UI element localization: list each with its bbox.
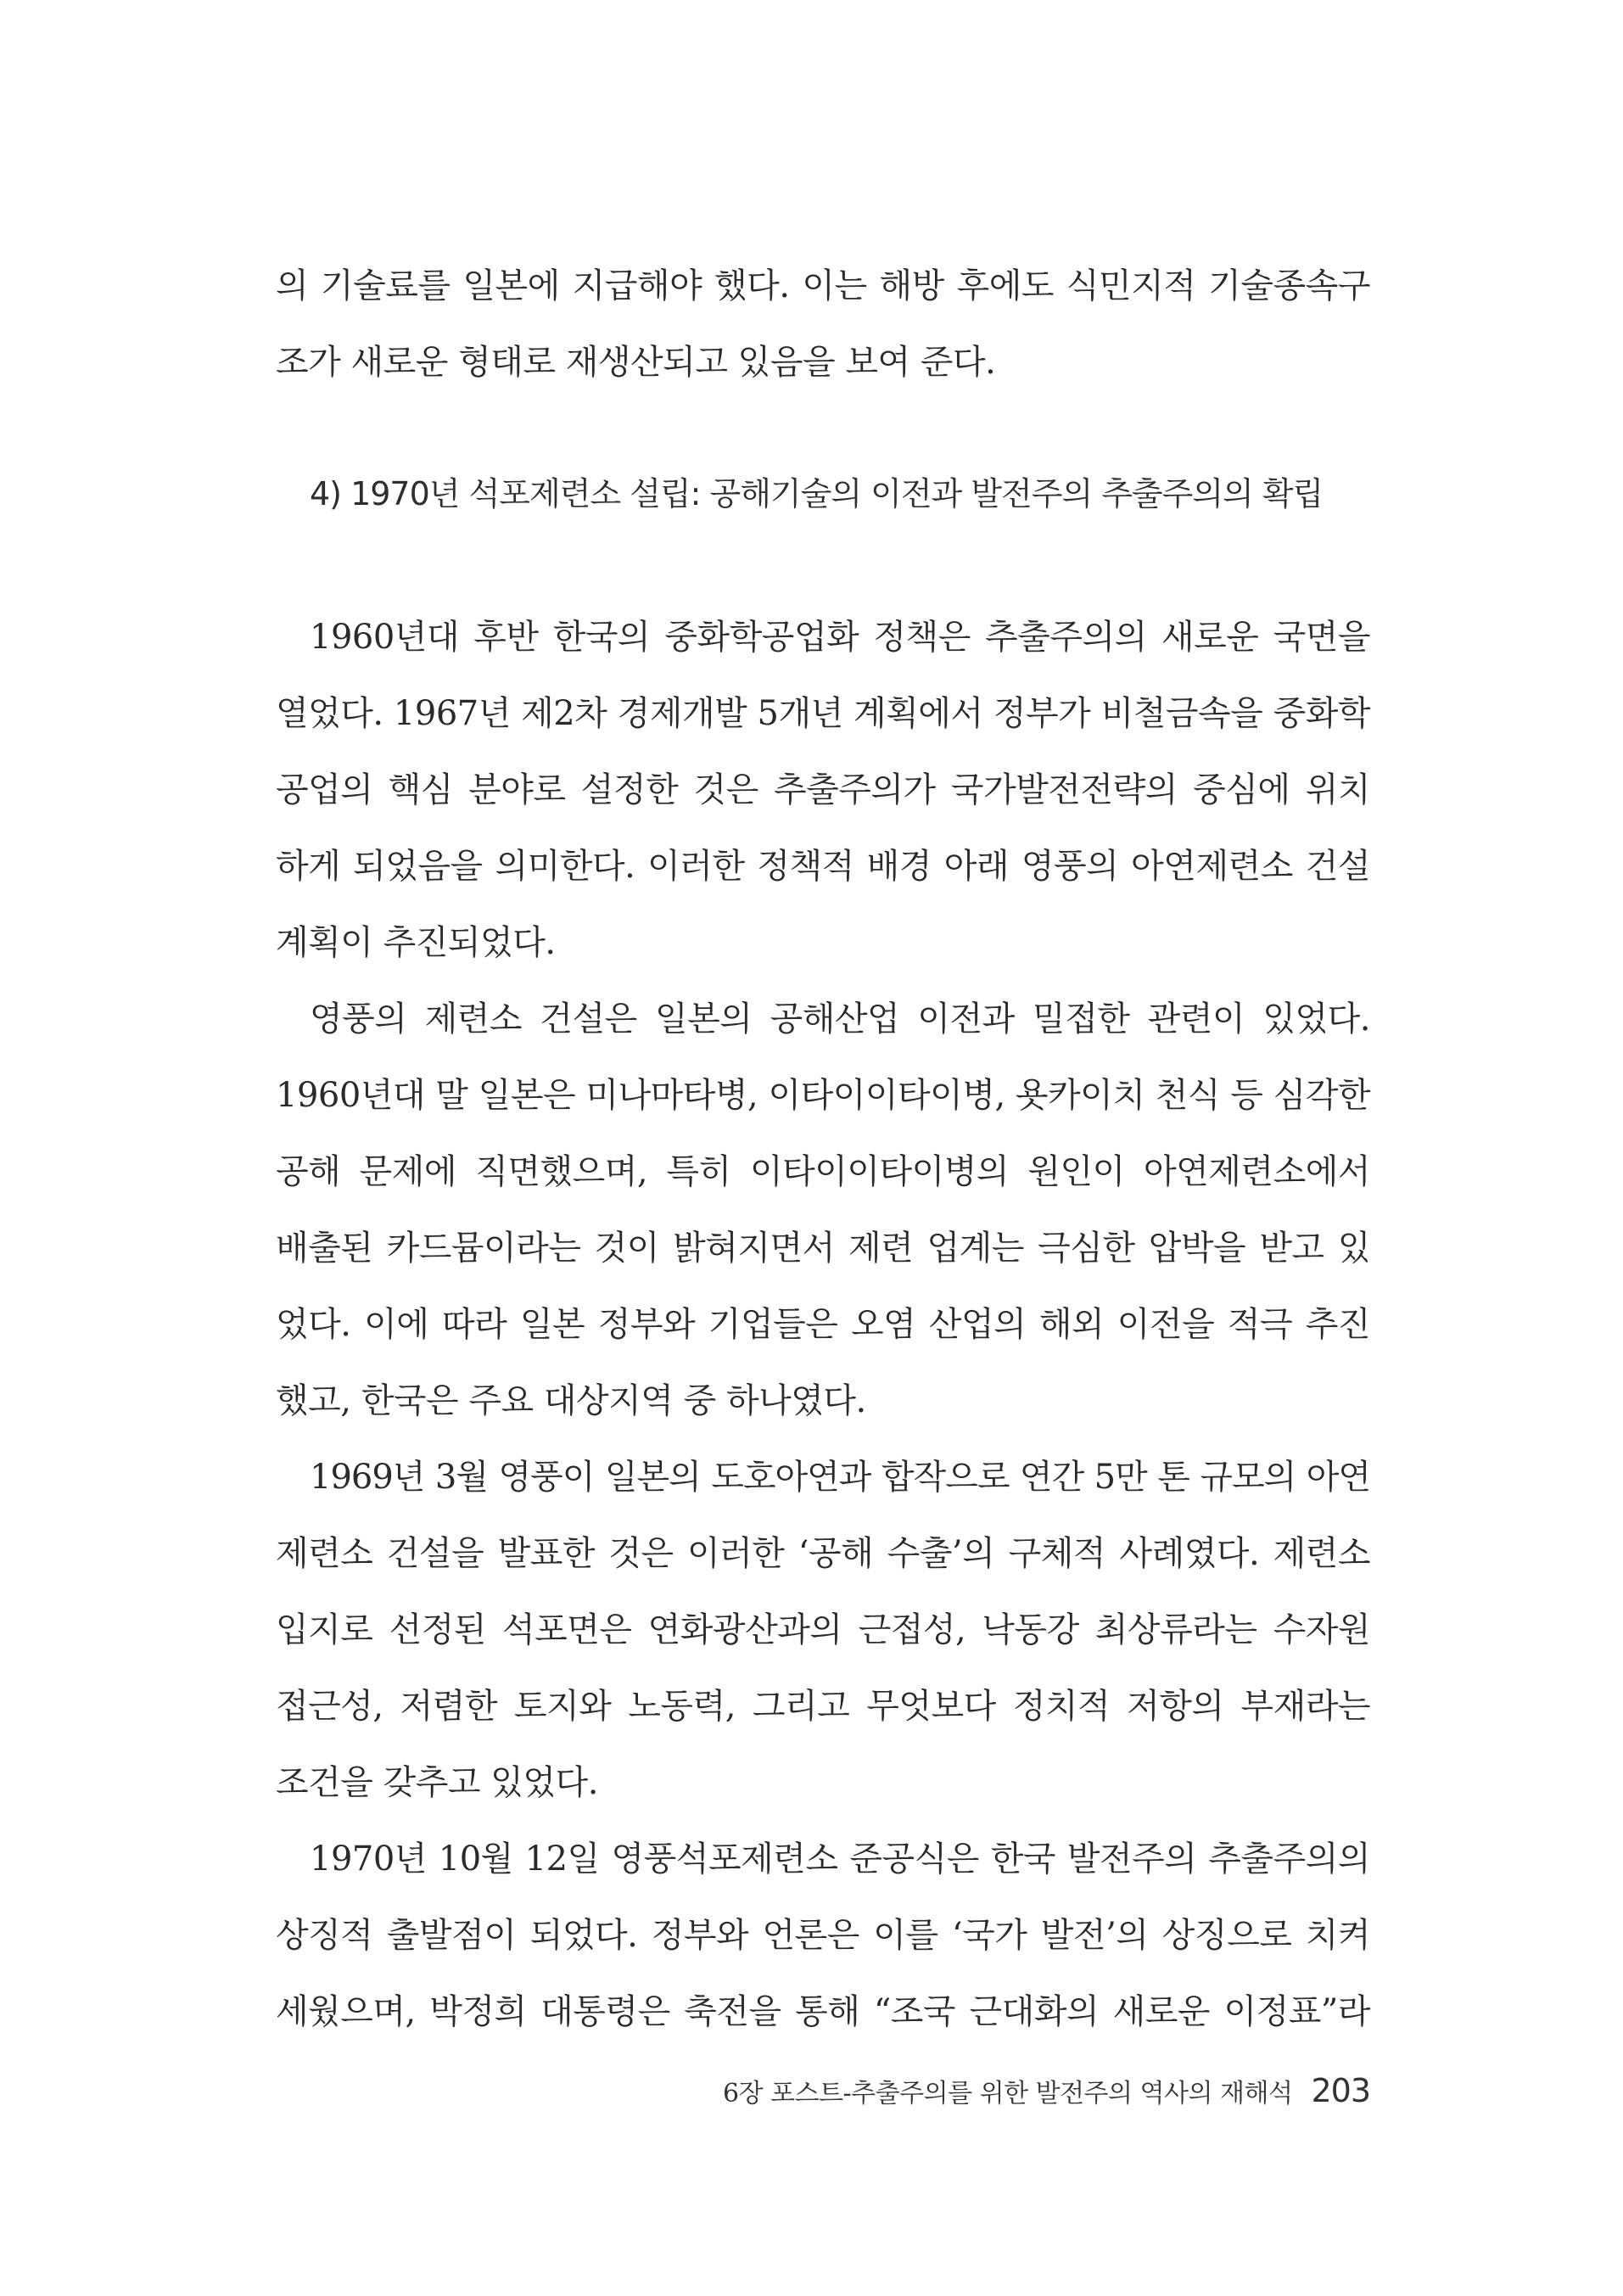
- text-line: 열었다. 1967년 제2차 경제개발 5개년 계획에서 정부가 비철금속을 중화학: [276, 694, 1370, 733]
- text-line: 조가 새로운 형태로 재생산되고 있음을 보여 준다.: [276, 343, 996, 382]
- text-line: 배출된 카드뮴이라는 것이 밝혀지면서 제련 업계는 극심한 압박을 받고 있: [276, 1229, 1370, 1268]
- page-footer: [594, 2065, 1370, 2116]
- text-line: 하게 되었음을 의미한다. 이러한 정책적 배경 아래 영풍의 아연제련소 건설: [276, 847, 1370, 886]
- text-line: 조건을 갖추고 있었다.: [276, 1763, 598, 1802]
- text-line: 상징적 출발점이 되었다. 정부와 언론은 이를 ‘국가 발전’의 상징으로 치켜: [276, 1916, 1370, 1955]
- text-line: 공해 문제에 직면했으며, 특히 이타이이타이병의 원인이 아연제련소에서: [276, 1152, 1370, 1191]
- text-line: 접근성, 저렴한 토지와 노동력, 그리고 무엇보다 정치적 저항의 부재라는: [276, 1687, 1370, 1726]
- text-line: 계획이 추진되었다.: [276, 923, 556, 962]
- section-heading: 4) 1970년 석포제련소 설립: 공해기술의 이전과 발전주의 추출주의의 확립: [310, 475, 1324, 512]
- body-text: [276, 599, 1370, 2050]
- intro-paragraph: [276, 248, 1370, 400]
- text-line: 1960년대 말 일본은 미나마타병, 이타이이타이병, 욧카이치 천식 등 심각한: [276, 1076, 1370, 1115]
- text-line: 의 기술료를 일본에 지급해야 했다. 이는 해방 후에도 식민지적 기술종속구: [276, 266, 1370, 305]
- paragraph: [276, 1821, 1370, 2050]
- text-line: 했고, 한국은 주요 대상지역 중 하나였다.: [276, 1381, 866, 1420]
- text-line: 1960년대 후반 한국의 중화학공업화 정책은 추출주의의 새로운 국면을: [310, 618, 1370, 657]
- paragraph: [276, 1439, 1370, 1821]
- text-line: 입지로 선정된 석포면은 연화광산과의 근접성, 낙동강 최상류라는 수자원: [276, 1610, 1370, 1649]
- paragraph: [276, 981, 1370, 1439]
- text-line: 세웠으며, 박정희 대통령은 축전을 통해 “조국 근대화의 새로운 이정표”라: [276, 1992, 1370, 2031]
- page-number: 203: [1311, 2072, 1370, 2109]
- text-line: 었다. 이에 따라 일본 정부와 기업들은 오염 산업의 해외 이전을 적극 추진: [276, 1305, 1370, 1344]
- text-line: 1969년 3월 영풍이 일본의 도호아연과 합작으로 연간 5만 톤 규모의 아연: [310, 1458, 1370, 1497]
- text-line: 1970년 10월 12일 영풍석포제련소 준공식은 한국 발전주의 추출주의의: [310, 1840, 1370, 1879]
- paragraph: [276, 599, 1370, 981]
- text-line: 제련소 건설을 발표한 것은 이러한 ‘공해 수출’의 구체적 사례였다. 제련소: [276, 1534, 1370, 1573]
- running-footer-chapter-title: 6장 포스트-추출주의를 위한 발전주의 역사의 재해석: [722, 2079, 1293, 2108]
- text-line: 공업의 핵심 분야로 설정한 것은 추출주의가 국가발전전략의 중심에 위치: [276, 770, 1370, 809]
- text-line: 영풍의 제련소 건설은 일본의 공해산업 이전과 밀접한 관련이 있었다.: [310, 1000, 1370, 1039]
